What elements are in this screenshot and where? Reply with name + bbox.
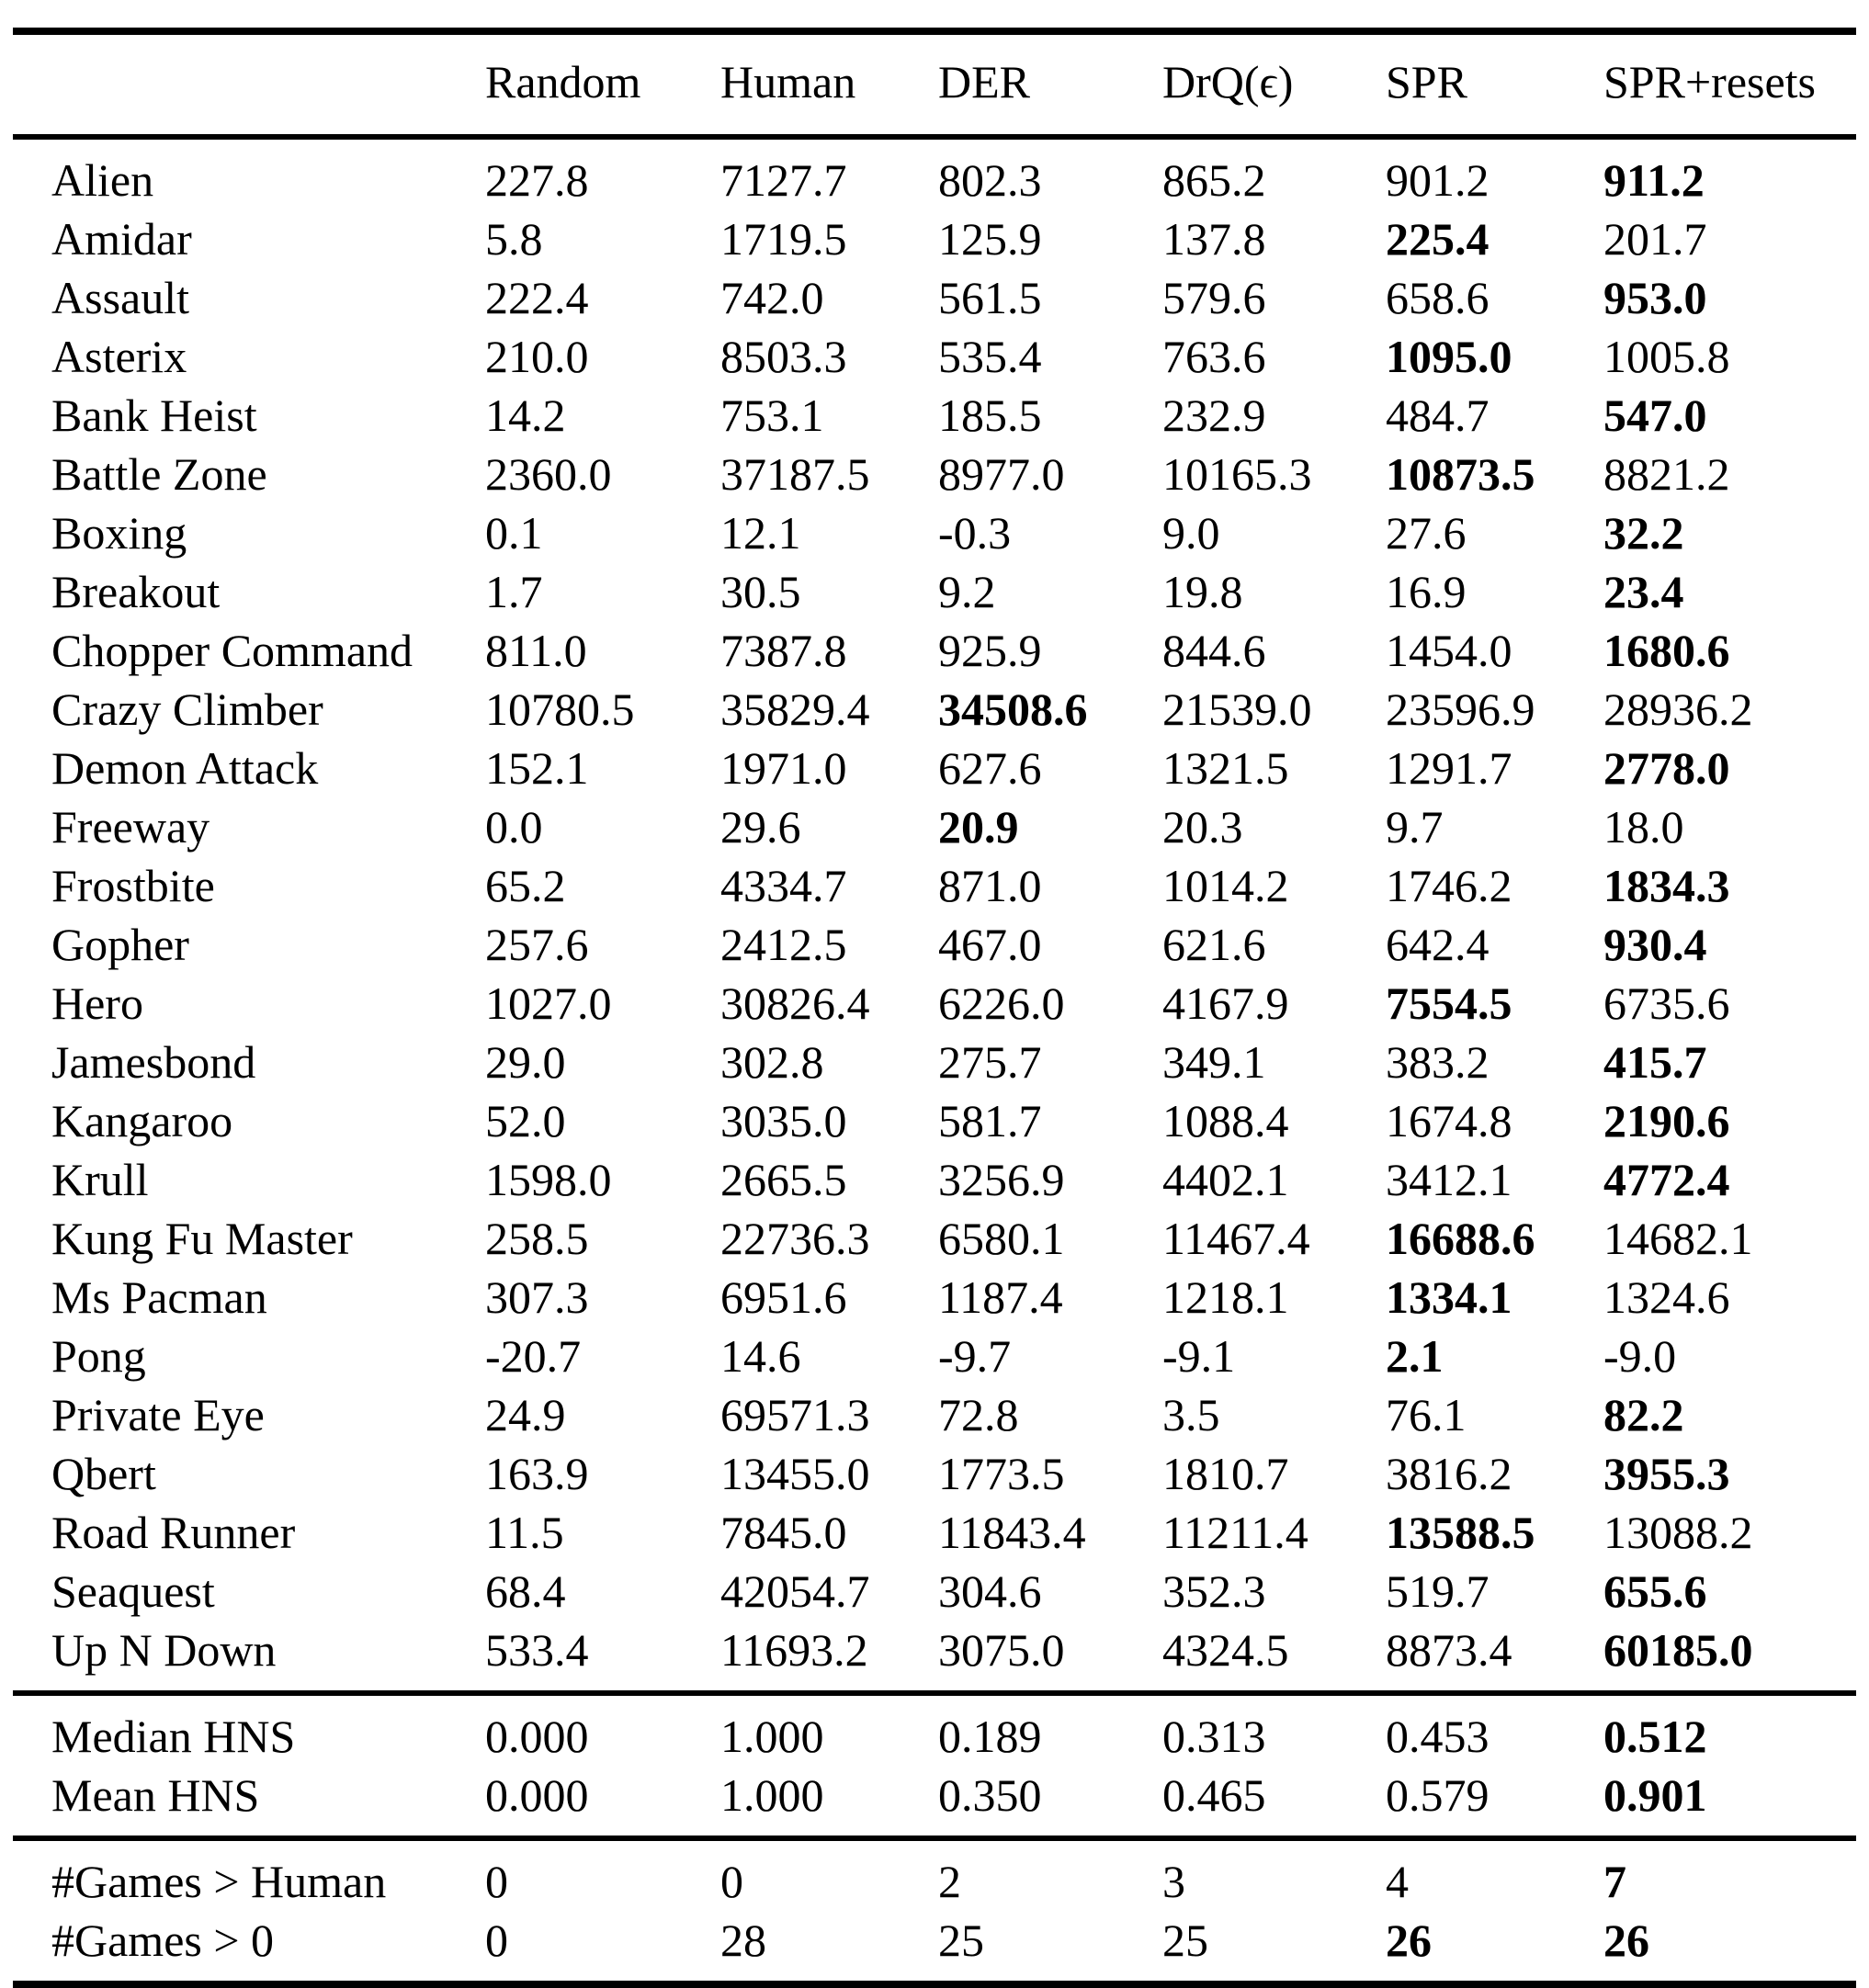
score-cell: 1810.7 xyxy=(1162,1448,1289,1499)
score-cell: 352.3 xyxy=(1162,1565,1266,1617)
score-cell: 1088.4 xyxy=(1162,1095,1289,1146)
score-cell: 0.0 xyxy=(485,801,543,853)
score-cell: 11211.4 xyxy=(1162,1507,1308,1558)
score-cell: 13455.0 xyxy=(720,1448,870,1499)
score-cell: 14.6 xyxy=(720,1330,801,1382)
row-label: Gopher xyxy=(51,919,189,970)
score-cell: 222.4 xyxy=(485,272,589,323)
score-cell: 1014.2 xyxy=(1162,860,1289,911)
score-cell: 753.1 xyxy=(720,390,824,441)
hns-summary-row xyxy=(13,1693,1856,1766)
score-cell: 1218.1 xyxy=(1162,1271,1289,1323)
score-cell: 28 xyxy=(720,1915,766,1966)
score-cell: 8873.4 xyxy=(1386,1624,1512,1676)
score-cell: 621.6 xyxy=(1162,919,1266,970)
score-cell-best: 0.512 xyxy=(1603,1711,1707,1762)
score-cell: 69571.3 xyxy=(720,1389,870,1440)
score-cell: 467.0 xyxy=(938,919,1042,970)
score-cell: 3075.0 xyxy=(938,1624,1065,1676)
score-cell-best: 26 xyxy=(1386,1915,1432,1966)
score-cell: 185.5 xyxy=(938,390,1042,441)
score-cell: 22736.3 xyxy=(720,1213,870,1264)
score-cell: 581.7 xyxy=(938,1095,1042,1146)
game-row xyxy=(13,1444,1856,1503)
header-der: DER xyxy=(938,56,1030,107)
row-label: Boxing xyxy=(51,507,187,559)
game-row xyxy=(13,1209,1856,1268)
score-cell: 16.9 xyxy=(1386,566,1467,617)
score-cell-best: 20.9 xyxy=(938,801,1019,853)
score-cell: 6951.6 xyxy=(720,1271,847,1323)
score-cell: 25 xyxy=(938,1915,984,1966)
score-cell: 1773.5 xyxy=(938,1448,1065,1499)
score-cell: 19.8 xyxy=(1162,566,1243,617)
game-row xyxy=(13,386,1856,445)
row-label: Krull xyxy=(51,1154,149,1205)
score-cell-best: 0.901 xyxy=(1603,1769,1707,1821)
score-cell-best: 13588.5 xyxy=(1386,1507,1535,1558)
hns-summary-row xyxy=(13,1766,1856,1838)
score-cell-best: 225.4 xyxy=(1386,213,1490,265)
games-section xyxy=(13,137,1856,1693)
score-cell: 20.3 xyxy=(1162,801,1243,853)
score-cell: 304.6 xyxy=(938,1565,1042,1617)
score-cell: 8821.2 xyxy=(1603,448,1730,500)
score-cell: 0 xyxy=(720,1856,743,1907)
score-cell: 4324.5 xyxy=(1162,1624,1289,1676)
score-cell-best: 930.4 xyxy=(1603,919,1707,970)
score-cell-best: 10873.5 xyxy=(1386,448,1535,500)
score-cell: 871.0 xyxy=(938,860,1042,911)
game-row xyxy=(13,209,1856,268)
score-cell: 307.3 xyxy=(485,1271,589,1323)
header-spr-resets: SPR+resets xyxy=(1603,56,1817,107)
score-cell: 0.1 xyxy=(485,507,543,559)
game-row xyxy=(13,739,1856,797)
row-label: Median HNS xyxy=(51,1711,296,1762)
score-cell: 35829.4 xyxy=(720,683,870,735)
header-drq-epsilon: DrQ(ϵ) xyxy=(1162,56,1294,107)
score-cell: 3256.9 xyxy=(938,1154,1065,1205)
row-label: Bank Heist xyxy=(51,390,257,441)
score-cell: 163.9 xyxy=(485,1448,589,1499)
score-cell: 1027.0 xyxy=(485,977,612,1029)
header-spr: SPR xyxy=(1386,56,1467,107)
game-row xyxy=(13,1150,1856,1209)
score-cell-best: 547.0 xyxy=(1603,390,1707,441)
row-label: Road Runner xyxy=(51,1507,296,1558)
row-label: Hero xyxy=(51,977,143,1029)
score-cell: 844.6 xyxy=(1162,625,1266,676)
score-cell: 4402.1 xyxy=(1162,1154,1289,1205)
score-cell: -0.3 xyxy=(938,507,1012,559)
row-label: Amidar xyxy=(51,213,192,265)
score-cell-best: 32.2 xyxy=(1603,507,1684,559)
score-cell: 0.189 xyxy=(938,1711,1042,1762)
row-label: Up N Down xyxy=(51,1624,277,1676)
score-cell: 1746.2 xyxy=(1386,860,1512,911)
score-cell: 210.0 xyxy=(485,331,589,382)
game-row xyxy=(13,915,1856,974)
score-cell: 4334.7 xyxy=(720,860,847,911)
score-cell: 25 xyxy=(1162,1915,1208,1966)
row-label: Private Eye xyxy=(51,1389,265,1440)
score-cell: 29.0 xyxy=(485,1036,566,1088)
score-cell: 8503.3 xyxy=(720,331,847,382)
score-cell: 72.8 xyxy=(938,1389,1019,1440)
score-cell: 519.7 xyxy=(1386,1565,1490,1617)
score-cell: 29.6 xyxy=(720,801,801,853)
score-cell: 275.7 xyxy=(938,1036,1042,1088)
score-cell: 65.2 xyxy=(485,860,566,911)
game-row xyxy=(13,1033,1856,1091)
game-row xyxy=(13,797,1856,856)
row-label: Chopper Command xyxy=(51,625,413,676)
score-cell: 1971.0 xyxy=(720,742,847,794)
score-cell: 1187.4 xyxy=(938,1271,1063,1323)
row-label: Kung Fu Master xyxy=(51,1213,353,1264)
score-cell-best: 1834.3 xyxy=(1603,860,1730,911)
score-cell: 1454.0 xyxy=(1386,625,1512,676)
score-cell: 201.7 xyxy=(1603,213,1707,265)
score-cell: 1719.5 xyxy=(720,213,847,265)
score-cell: 579.6 xyxy=(1162,272,1266,323)
score-cell: 2665.5 xyxy=(720,1154,847,1205)
score-cell: 42054.7 xyxy=(720,1565,870,1617)
game-row xyxy=(13,856,1856,915)
score-cell: 533.4 xyxy=(485,1624,589,1676)
score-cell: 1674.8 xyxy=(1386,1095,1512,1146)
row-label: Ms Pacman xyxy=(51,1271,267,1323)
score-cell: 227.8 xyxy=(485,154,589,206)
games-count-row xyxy=(13,1911,1856,1984)
score-cell: 4 xyxy=(1386,1856,1409,1907)
game-row xyxy=(13,1327,1856,1385)
score-cell: 24.9 xyxy=(485,1389,566,1440)
score-cell-best: 82.2 xyxy=(1603,1389,1684,1440)
score-cell: 627.6 xyxy=(938,742,1042,794)
score-cell: 802.3 xyxy=(938,154,1042,206)
score-cell: 535.4 xyxy=(938,331,1042,382)
score-cell: 11467.4 xyxy=(1162,1213,1310,1264)
score-cell: 30826.4 xyxy=(720,977,870,1029)
score-cell: 10165.3 xyxy=(1162,448,1312,500)
game-row xyxy=(13,562,1856,621)
score-cell: 1005.8 xyxy=(1603,331,1730,382)
row-label: Kangaroo xyxy=(51,1095,233,1146)
score-cell-best: 655.6 xyxy=(1603,1565,1707,1617)
score-cell-best: 1095.0 xyxy=(1386,331,1512,382)
header-random: Random xyxy=(485,56,641,107)
game-row xyxy=(13,268,1856,327)
score-cell: 125.9 xyxy=(938,213,1042,265)
score-cell-best: 7 xyxy=(1603,1856,1626,1907)
row-label: #Games > 0 xyxy=(51,1915,275,1966)
score-cell-best: 911.2 xyxy=(1603,154,1705,206)
row-label: Jamesbond xyxy=(51,1036,256,1088)
score-cell: 1.7 xyxy=(485,566,543,617)
score-cell: 3.5 xyxy=(1162,1389,1220,1440)
score-cell-best: 953.0 xyxy=(1603,272,1707,323)
score-cell: 0.453 xyxy=(1386,1711,1490,1762)
score-cell: 0 xyxy=(485,1915,508,1966)
score-cell: 68.4 xyxy=(485,1565,566,1617)
row-label: Freeway xyxy=(51,801,210,853)
row-label: Mean HNS xyxy=(51,1769,260,1821)
score-cell-best: 2778.0 xyxy=(1603,742,1730,794)
score-cell: 3816.2 xyxy=(1386,1448,1512,1499)
game-row xyxy=(13,974,1856,1033)
row-label: Battle Zone xyxy=(51,448,267,500)
score-cell: 2 xyxy=(938,1856,961,1907)
row-label: Qbert xyxy=(51,1448,156,1499)
score-cell: 10780.5 xyxy=(485,683,635,735)
score-cell: 5.8 xyxy=(485,213,543,265)
score-cell: 383.2 xyxy=(1386,1036,1490,1088)
counts-section xyxy=(13,1838,1856,1984)
row-label: Frostbite xyxy=(51,860,215,911)
score-cell: 27.6 xyxy=(1386,507,1467,559)
score-cell: 3035.0 xyxy=(720,1095,847,1146)
score-cell: 9.0 xyxy=(1162,507,1220,559)
score-cell: -9.1 xyxy=(1162,1330,1236,1382)
score-cell: 7127.7 xyxy=(720,154,847,206)
score-cell: -9.0 xyxy=(1603,1330,1677,1382)
score-cell: 0.313 xyxy=(1162,1711,1266,1762)
score-cell: 52.0 xyxy=(485,1095,566,1146)
score-cell: 13088.2 xyxy=(1603,1507,1753,1558)
score-cell: 18.0 xyxy=(1603,801,1684,853)
score-cell: 3 xyxy=(1162,1856,1185,1907)
score-cell: 0.000 xyxy=(485,1711,589,1762)
score-cell-best: 23.4 xyxy=(1603,566,1684,617)
atari-results-table xyxy=(13,28,1856,1988)
score-cell-best: 3955.3 xyxy=(1603,1448,1730,1499)
score-cell: 258.5 xyxy=(485,1213,589,1264)
score-cell: 763.6 xyxy=(1162,331,1266,382)
score-cell-best: 2190.6 xyxy=(1603,1095,1730,1146)
score-cell: 349.1 xyxy=(1162,1036,1266,1088)
game-row xyxy=(13,327,1856,386)
score-cell: 152.1 xyxy=(485,742,589,794)
score-cell: 0.579 xyxy=(1386,1769,1490,1821)
score-cell: 0.000 xyxy=(485,1769,589,1821)
row-label: Seaquest xyxy=(51,1565,215,1617)
score-cell: 6735.6 xyxy=(1603,977,1730,1029)
score-cell: 0.350 xyxy=(938,1769,1042,1821)
row-label: Assault xyxy=(51,272,189,323)
game-row xyxy=(13,1503,1856,1562)
score-cell-best: 26 xyxy=(1603,1915,1649,1966)
score-cell: 561.5 xyxy=(938,272,1042,323)
score-cell: 6580.1 xyxy=(938,1213,1065,1264)
score-cell-best: 34508.6 xyxy=(938,683,1088,735)
score-cell-best: 7554.5 xyxy=(1386,977,1512,1029)
game-row xyxy=(13,1621,1856,1693)
score-cell: 865.2 xyxy=(1162,154,1266,206)
score-cell: 811.0 xyxy=(485,625,587,676)
row-label: Crazy Climber xyxy=(51,683,323,735)
score-cell: 14682.1 xyxy=(1603,1213,1753,1264)
score-cell: 8977.0 xyxy=(938,448,1065,500)
score-cell: 6226.0 xyxy=(938,977,1065,1029)
row-label: #Games > Human xyxy=(51,1856,387,1907)
header-game-column xyxy=(13,31,485,137)
game-row xyxy=(13,1385,1856,1444)
hns-summary-section xyxy=(13,1693,1856,1838)
row-label: Demon Attack xyxy=(51,742,319,794)
score-cell: 257.6 xyxy=(485,919,589,970)
score-cell: 2412.5 xyxy=(720,919,847,970)
game-row xyxy=(13,137,1856,209)
score-cell-best: 415.7 xyxy=(1603,1036,1707,1088)
score-cell: 642.4 xyxy=(1386,919,1490,970)
score-cell: 3412.1 xyxy=(1386,1154,1512,1205)
score-cell: 2360.0 xyxy=(485,448,612,500)
score-cell-best: 1680.6 xyxy=(1603,625,1730,676)
score-cell: 11.5 xyxy=(485,1507,564,1558)
score-cell: 1598.0 xyxy=(485,1154,612,1205)
game-row xyxy=(13,1268,1856,1327)
games-count-row xyxy=(13,1838,1856,1911)
score-cell: 232.9 xyxy=(1162,390,1266,441)
score-cell: -9.7 xyxy=(938,1330,1012,1382)
score-cell: 14.2 xyxy=(485,390,566,441)
score-cell-best: 60185.0 xyxy=(1603,1624,1753,1676)
score-cell: 23596.9 xyxy=(1386,683,1535,735)
score-cell: 1.000 xyxy=(720,1769,824,1821)
game-row xyxy=(13,503,1856,562)
score-cell-best: 4772.4 xyxy=(1603,1154,1730,1205)
score-cell: 11843.4 xyxy=(938,1507,1086,1558)
score-cell: 742.0 xyxy=(720,272,824,323)
row-label: Asterix xyxy=(51,331,187,382)
table-header xyxy=(13,31,1856,137)
game-row xyxy=(13,1091,1856,1150)
score-cell: 484.7 xyxy=(1386,390,1490,441)
score-cell: 7387.8 xyxy=(720,625,847,676)
score-cell: 30.5 xyxy=(720,566,801,617)
score-cell: 76.1 xyxy=(1386,1389,1467,1440)
score-cell: -20.7 xyxy=(485,1330,582,1382)
score-cell-best: 1334.1 xyxy=(1386,1271,1512,1323)
score-cell: 137.8 xyxy=(1162,213,1266,265)
row-label: Pong xyxy=(51,1330,146,1382)
game-row xyxy=(13,445,1856,503)
score-cell: 11693.2 xyxy=(720,1624,868,1676)
row-label: Alien xyxy=(51,154,154,206)
score-cell: 28936.2 xyxy=(1603,683,1753,735)
score-cell: 0.465 xyxy=(1162,1769,1266,1821)
header-human: Human xyxy=(720,56,856,107)
score-cell: 7845.0 xyxy=(720,1507,847,1558)
score-cell: 1.000 xyxy=(720,1711,824,1762)
score-cell: 0 xyxy=(485,1856,508,1907)
row-label: Breakout xyxy=(51,566,221,617)
game-row xyxy=(13,1562,1856,1621)
score-cell: 925.9 xyxy=(938,625,1042,676)
score-cell: 4167.9 xyxy=(1162,977,1289,1029)
score-cell: 37187.5 xyxy=(720,448,870,500)
game-row xyxy=(13,680,1856,739)
score-cell: 1321.5 xyxy=(1162,742,1289,794)
score-cell: 21539.0 xyxy=(1162,683,1312,735)
game-row xyxy=(13,621,1856,680)
score-cell-best: 16688.6 xyxy=(1386,1213,1535,1264)
score-cell-best: 2.1 xyxy=(1386,1330,1444,1382)
score-cell: 302.8 xyxy=(720,1036,824,1088)
score-cell: 12.1 xyxy=(720,507,801,559)
score-cell: 1291.7 xyxy=(1386,742,1512,794)
header-row xyxy=(13,31,1856,137)
score-cell: 9.7 xyxy=(1386,801,1444,853)
score-cell: 901.2 xyxy=(1386,154,1490,206)
score-cell: 9.2 xyxy=(938,566,996,617)
score-cell: 658.6 xyxy=(1386,272,1490,323)
score-cell: 1324.6 xyxy=(1603,1271,1730,1323)
